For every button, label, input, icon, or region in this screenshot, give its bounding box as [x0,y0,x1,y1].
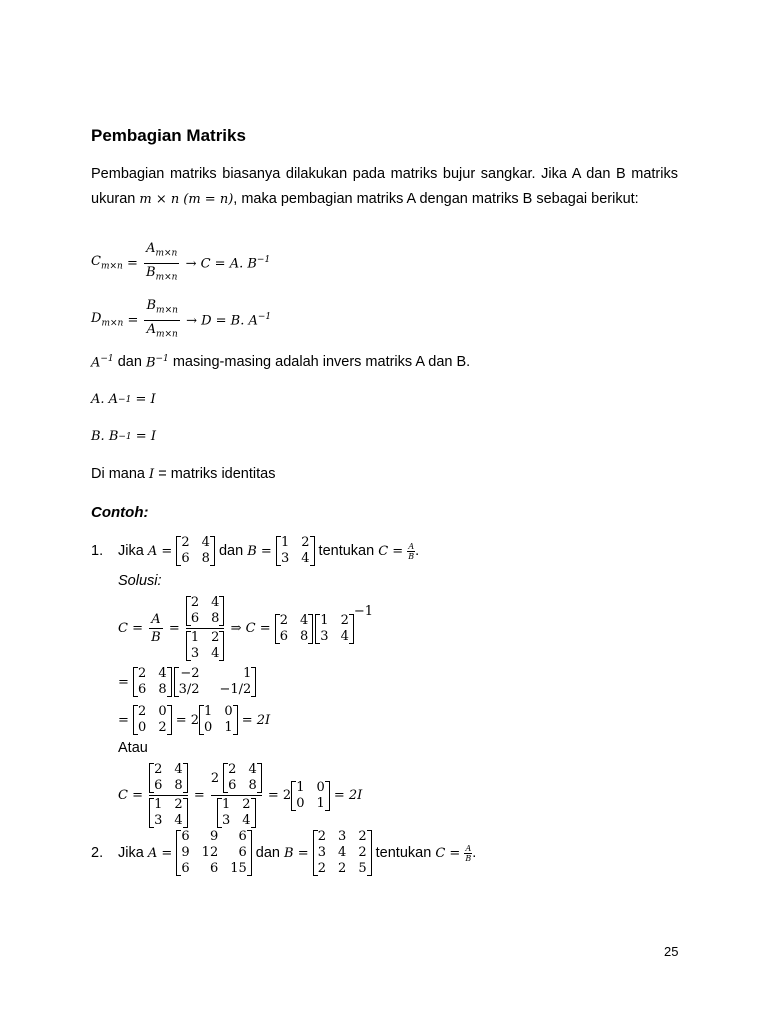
inverse-note: $A^{-1}$ dan $B^{-1}$ masing-masing adalah invers matriks A dan B. [91,354,471,371]
atau-label: Atau [118,740,148,756]
example-1-statement: 1. Jika A = 2 4 6 8 dan B = 1 2 3 4 tentukan C = $\frac{A}{B}$ . [91,535,420,566]
intro-text-2: , maka pembagian matriks A dengan matriks B sebagai berikut: [233,191,639,207]
matrix-a-3x3: 6 9 6 9 12 6 6 6 15 [176,829,251,877]
intro-dims: m × n [139,192,180,207]
solution-step-3: = 2 0 0 2 = 2 1 0 0 1 = 2I [118,704,271,735]
solution-step-2: = 2 4 6 8 −2 1 3/2 −1/2 [118,666,256,698]
matrix-b-3x3: 2 3 2 3 4 2 2 2 5 [313,829,372,877]
matrix-a: 2 4 6 8 [176,535,215,567]
formula-d: $D_{m\times n}$ = $\frac{B_{m\times n}}{A_{m\times n}}$ → D = B. $A^{-1}$ [91,298,272,340]
intro-paragraph [91,162,678,212]
identity-a: A. A −1 = I [91,392,156,407]
example-2-statement: 2. Jika A = 6 9 6 9 12 6 6 6 15 dan B = 2 3 2 3 4 2 2 2 5 tentukan C = $\frac{A}{B}$ . [91,829,477,876]
page-title: Pembagian Matriks [91,126,246,145]
formula-c: $C_{m\times n}$ = $\frac{A_{m\times n}}{B_{m\times n}}$ → C = A. $B^{-1}$ [91,241,271,283]
solution-step-1: C = $\frac{A}{B}$ = 2 4 6 8 1 2 3 4 ⇒ C = 2 4 6 8 1 2 3 4 −1 [118,595,374,661]
intro-condition: (m = n) [183,192,234,207]
identity-definition: Di mana I = matriks identitas [91,466,276,482]
solution-alternative: C = 2 4 6 8 1 2 3 4 = 2 2 4 6 8 1 2 3 4 = 2 1 0 0 1 = 2I [118,762,363,828]
solusi-label: Solusi: [118,573,162,589]
identity-b: B. B −1 = I [91,429,156,444]
intro-text-1: Pembagian matriks biasanya dilakukan pada matriks bujur sangkar. Jika A dan B matriks ukuran [91,166,678,207]
contoh-heading: Contoh: [91,504,149,521]
page-number: 25 [664,944,679,959]
matrix-b: 1 2 3 4 [276,535,315,567]
